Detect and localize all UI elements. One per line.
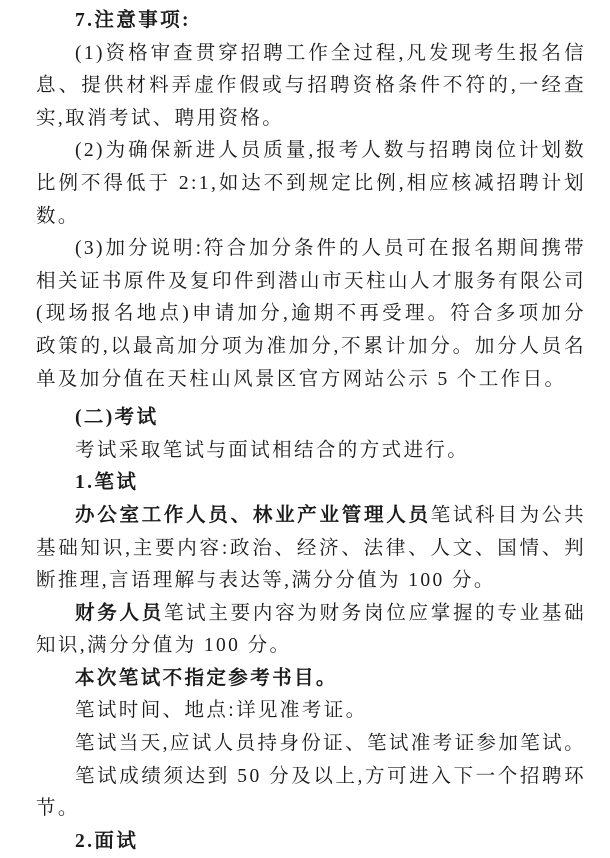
paragraph-exam-intro [36,435,586,468]
section-heading-interview [36,826,586,858]
paragraph-note-1 [36,38,586,136]
text-segment: (1)资格审查贯穿招聘工作全过程,凡发现考生报名信息、提供材料弄虚作假或与招聘资格条件不符的,一经查实,取消考试、聘用资格。 [36,42,586,129]
section-heading-notes [36,5,586,38]
paragraph-note-2 [36,135,586,233]
text-segment: 笔试当天,应试人员持身份证、笔试准考证参加笔试。 [75,733,586,755]
text-segment: 笔试科目为公共基础知识,主要内容:政治、经济、法律、人文、国情、判断推理,言语理解与表达等,满分分值为 100 分。 [36,504,586,592]
text-segment: 笔试成绩须达到 50 分及以上,方可进入下一个招聘环节。 [36,765,586,820]
heading-text: 1.笔试 [75,472,139,494]
paragraph-written-day [36,728,586,761]
text-segment: (2)为确保新进人员质量,报考人数与招聘岗位计划数比例不得低于 2:1,如达不到规定比例,相应核减招聘计划数。 [36,140,586,227]
paragraph-written-passline [36,761,586,826]
heading-text: 本次笔试不指定参考书目。 [75,667,338,689]
heading-text: 7.注意事项: [75,10,191,31]
section-heading-written-test [36,467,586,500]
text-segment: (3)加分说明:符合加分条件的人员可在报名期间携带相关证书原件及复印件到潜山市天柱山人才服务有限公司(现场报名地点)申请加分,逾期不再受理。符合多项加分政策的,以最高加分项为准加分,不累计加分。加分人员名单及加分值在天柱山风景区官方网站公示 5 个工作日。 [36,238,586,390]
text-segment: 笔试主要内容为财务岗位应掌握的专业基础知识,满分分值为 100 分。 [36,602,586,657]
bold-text-segment: 财务人员 [75,602,164,624]
section-heading-exam [36,402,586,435]
bold-text-segment: 办公室工作人员、林业产业管理人员 [75,504,431,526]
paragraph-written-office-forestry [36,500,586,598]
paragraph-note-3 [36,233,586,396]
heading-text: (二)考试 [75,407,159,429]
paragraph-written-finance [36,598,586,663]
paragraph-written-time-place [36,695,586,728]
text-segment: 笔试时间、地点:详见准考证。 [75,700,368,722]
text-segment: 考试采取笔试与面试相结合的方式进行。 [75,439,470,461]
heading-text: 2.面试 [75,830,139,852]
paragraph-no-reference-books [36,663,586,696]
